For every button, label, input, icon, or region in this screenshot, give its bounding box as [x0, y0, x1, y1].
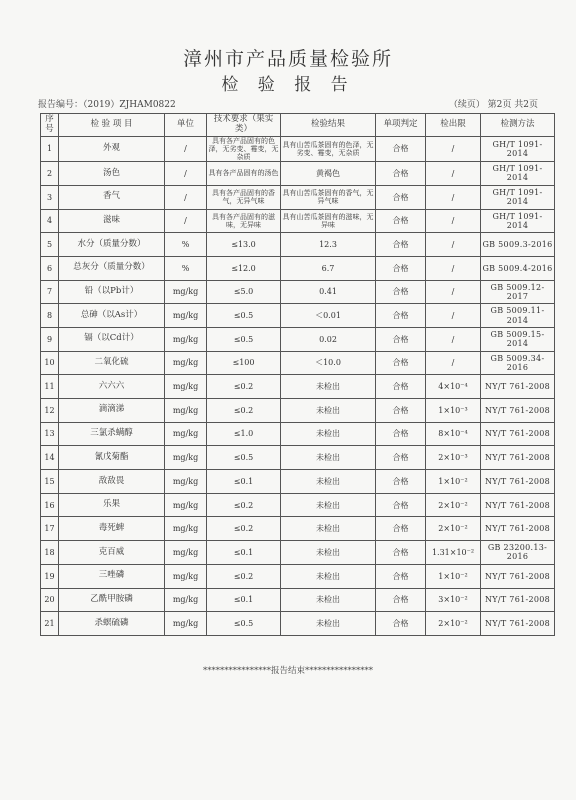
cell-no: 3 — [41, 185, 59, 209]
cell-judgement: 合格 — [376, 612, 426, 636]
cell-method: GB 5009.15-2014 — [481, 327, 555, 351]
cell-item: 镉（以Cd计） — [59, 327, 165, 351]
cell-judgement: 合格 — [376, 588, 426, 612]
table-row — [41, 327, 555, 351]
cell-result: 0.02 — [281, 327, 376, 351]
cell-result: 未检出 — [281, 541, 376, 565]
table-row — [41, 162, 555, 186]
cell-requirement: ≤0.2 — [207, 375, 281, 399]
cell-judgement: 合格 — [376, 304, 426, 328]
table-header-row — [41, 114, 555, 137]
cell-requirement: 具有各产品固有的滋味，无异味 — [207, 209, 281, 233]
cell-limit: 4×10⁻⁴ — [426, 375, 481, 399]
cell-item: 三氯杀螨醇 — [59, 422, 165, 446]
cell-item: 总砷（以As计） — [59, 304, 165, 328]
table-row — [41, 588, 555, 612]
cell-limit: 2×10⁻² — [426, 517, 481, 541]
table-row — [41, 422, 555, 446]
cell-method: GH/T 1091-2014 — [481, 185, 555, 209]
cell-item: 乙酰甲胺磷 — [59, 588, 165, 612]
cell-judgement: 合格 — [376, 470, 426, 494]
cell-no: 1 — [41, 137, 59, 162]
cell-requirement: ≤0.2 — [207, 564, 281, 588]
cell-judgement: 合格 — [376, 162, 426, 186]
table-row — [41, 446, 555, 470]
cell-method: NY/T 761-2008 — [481, 470, 555, 494]
table-row — [41, 399, 555, 423]
cell-requirement: ≤13.0 — [207, 233, 281, 257]
cell-item: 滴滴涕 — [59, 399, 165, 423]
cell-judgement: 合格 — [376, 327, 426, 351]
cell-requirement: ≤0.1 — [207, 470, 281, 494]
cell-method: GB 5009.3-2016 — [481, 233, 555, 257]
cell-limit: 2×10⁻² — [426, 612, 481, 636]
cell-no: 18 — [41, 541, 59, 565]
cell-unit: mg/kg — [165, 327, 207, 351]
table-row — [41, 493, 555, 517]
cell-no: 14 — [41, 446, 59, 470]
cell-unit: mg/kg — [165, 541, 207, 565]
cell-no: 4 — [41, 209, 59, 233]
table-row — [41, 517, 555, 541]
cell-judgement: 合格 — [376, 233, 426, 257]
cell-unit: mg/kg — [165, 470, 207, 494]
cell-unit: mg/kg — [165, 351, 207, 375]
cell-limit: 1×10⁻³ — [426, 399, 481, 423]
cell-requirement: ≤0.2 — [207, 493, 281, 517]
cell-unit: mg/kg — [165, 564, 207, 588]
cell-no: 17 — [41, 517, 59, 541]
cell-result: 未检出 — [281, 564, 376, 588]
cell-method: GB 5009.4-2016 — [481, 256, 555, 280]
cell-limit: 3×10⁻² — [426, 588, 481, 612]
cell-method: NY/T 761-2008 — [481, 517, 555, 541]
cell-item: 汤色 — [59, 162, 165, 186]
cell-limit: / — [426, 256, 481, 280]
cell-judgement: 合格 — [376, 564, 426, 588]
table-row — [41, 351, 555, 375]
cell-method: NY/T 761-2008 — [481, 588, 555, 612]
cell-result: 黄褐色 — [281, 162, 376, 186]
inspection-table — [40, 113, 555, 636]
institute-title: 漳州市产品质量检验所 — [182, 48, 393, 70]
cell-limit: / — [426, 304, 481, 328]
cell-no: 2 — [41, 162, 59, 186]
cell-item: 六六六 — [59, 375, 165, 399]
cell-limit: / — [426, 280, 481, 304]
header-no: 序号 — [41, 114, 59, 137]
cell-item: 滋味 — [59, 209, 165, 233]
cell-limit: / — [426, 351, 481, 375]
table-row — [41, 304, 555, 328]
cell-method: GB 5009.12-2017 — [481, 280, 555, 304]
cell-method: GB 5009.11-2014 — [481, 304, 555, 328]
cell-result: 未检出 — [281, 470, 376, 494]
table-row — [41, 564, 555, 588]
table-row — [41, 612, 555, 636]
cell-no: 16 — [41, 493, 59, 517]
cell-judgement: 合格 — [376, 375, 426, 399]
cell-no: 9 — [41, 327, 59, 351]
cell-result: 具有山苦瓜茶固有的香气，无异气味 — [281, 185, 376, 209]
cell-limit: 2×10⁻² — [426, 493, 481, 517]
cell-item: 铅（以Pb计） — [59, 280, 165, 304]
cell-no: 19 — [41, 564, 59, 588]
cell-no: 12 — [41, 399, 59, 423]
cell-judgement: 合格 — [376, 493, 426, 517]
cell-limit: / — [426, 185, 481, 209]
cell-judgement: 合格 — [376, 137, 426, 162]
cell-requirement: ≤0.5 — [207, 327, 281, 351]
cell-result: 未检出 — [281, 588, 376, 612]
cell-method: NY/T 761-2008 — [481, 375, 555, 399]
cell-requirement: ≤12.0 — [207, 256, 281, 280]
cell-unit: mg/kg — [165, 422, 207, 446]
report-number: 报告编号：（2019）ZJHAM0822 — [38, 100, 176, 110]
cell-limit: / — [426, 137, 481, 162]
cell-requirement: 具有各产品固有的色泽，无劣变、霉变，无杂质 — [208, 137, 279, 162]
cell-judgement: 合格 — [376, 185, 426, 209]
table-row — [41, 375, 555, 399]
cell-judgement: 合格 — [376, 541, 426, 565]
cell-limit: / — [426, 209, 481, 233]
cell-method: GB 23200.13-2016 — [481, 541, 555, 565]
cell-judgement: 合格 — [376, 422, 426, 446]
cell-requirement: ≤5.0 — [207, 280, 281, 304]
cell-result: 12.3 — [281, 233, 376, 257]
table-row — [41, 137, 555, 162]
cell-judgement: 合格 — [376, 351, 426, 375]
cell-result: 6.7 — [281, 256, 376, 280]
cell-result: 未检出 — [281, 517, 376, 541]
cell-unit: mg/kg — [165, 493, 207, 517]
cell-unit: mg/kg — [165, 375, 207, 399]
cell-item: 二氧化硫 — [59, 351, 165, 375]
cell-requirement: 具有各产品固有的汤色 — [207, 162, 281, 186]
cell-result: 未检出 — [281, 399, 376, 423]
cell-no: 21 — [41, 612, 59, 636]
cell-no: 11 — [41, 375, 59, 399]
cell-method: NY/T 761-2008 — [481, 493, 555, 517]
cell-item: 敌敌畏 — [59, 470, 165, 494]
cell-result: 未检出 — [281, 493, 376, 517]
cell-result: 具有山苦瓜茶固有的色泽，无劣变、霉变，无杂质 — [281, 137, 376, 162]
cell-method: NY/T 761-2008 — [481, 446, 555, 470]
table-row — [41, 185, 555, 209]
cell-no: 15 — [41, 470, 59, 494]
cell-no: 5 — [41, 233, 59, 257]
cell-unit: % — [165, 233, 207, 257]
cell-unit: / — [165, 137, 207, 162]
cell-method: GH/T 1091-2014 — [481, 137, 555, 162]
cell-result: 0.41 — [281, 280, 376, 304]
cell-no: 20 — [41, 588, 59, 612]
cell-no: 7 — [41, 280, 59, 304]
table-row — [41, 280, 555, 304]
cell-unit: / — [165, 185, 207, 209]
cell-result: ＜0.01 — [281, 304, 376, 328]
cell-requirement: ≤0.5 — [207, 304, 281, 328]
cell-judgement: 合格 — [376, 209, 426, 233]
cell-limit: 1×10⁻² — [426, 564, 481, 588]
cell-limit: / — [426, 327, 481, 351]
cell-unit: % — [165, 256, 207, 280]
report-title: 检 验 报 告 — [221, 75, 355, 95]
cell-requirement: ≤0.1 — [207, 588, 281, 612]
cell-result: 未检出 — [281, 375, 376, 399]
cell-requirement: 具有各产品固有的香气，无异气味 — [207, 185, 281, 209]
header-requirement: 技术要求（果实类） — [207, 114, 281, 137]
cell-no: 6 — [41, 256, 59, 280]
cell-judgement: 合格 — [376, 399, 426, 423]
cell-judgement: 合格 — [376, 517, 426, 541]
cell-method: NY/T 761-2008 — [481, 399, 555, 423]
header-unit: 单位 — [165, 114, 207, 137]
cell-method: NY/T 761-2008 — [481, 564, 555, 588]
cell-unit: / — [165, 162, 207, 186]
cell-unit: mg/kg — [165, 304, 207, 328]
header-result: 检验结果 — [281, 114, 376, 137]
cell-judgement: 合格 — [376, 446, 426, 470]
cell-item: 三唑磷 — [59, 564, 165, 588]
cell-unit: mg/kg — [165, 280, 207, 304]
cell-method: GH/T 1091-2014 — [481, 209, 555, 233]
cell-requirement: ≤0.2 — [207, 399, 281, 423]
cell-unit: mg/kg — [165, 588, 207, 612]
header-item: 检 验 项 目 — [59, 114, 165, 137]
cell-limit: 1.31×10⁻² — [426, 541, 481, 565]
cell-no: 10 — [41, 351, 59, 375]
report-end-line: ****************报告结束**************** — [202, 666, 373, 676]
header-method: 检测方法 — [481, 114, 555, 137]
cell-result: ＜10.0 — [281, 351, 376, 375]
cell-result: 未检出 — [281, 446, 376, 470]
cell-result: 未检出 — [281, 612, 376, 636]
cell-judgement: 合格 — [376, 280, 426, 304]
cell-limit: 1×10⁻² — [426, 470, 481, 494]
cell-requirement: ≤100 — [207, 351, 281, 375]
cell-unit: mg/kg — [165, 517, 207, 541]
cell-no: 13 — [41, 422, 59, 446]
cell-method: NY/T 761-2008 — [481, 422, 555, 446]
cell-unit: mg/kg — [165, 399, 207, 423]
cell-item: 毒死蜱 — [59, 517, 165, 541]
cell-item: 总灰分（质量分数） — [59, 256, 165, 280]
header-limit: 检出限 — [426, 114, 481, 137]
page-info: （续页） 第2页 共2页 — [448, 100, 538, 110]
cell-result: 未检出 — [281, 422, 376, 446]
table-row — [41, 470, 555, 494]
cell-item: 杀螟硫磷 — [59, 612, 165, 636]
cell-unit: mg/kg — [165, 612, 207, 636]
cell-item: 乐果 — [59, 493, 165, 517]
cell-method: NY/T 761-2008 — [481, 612, 555, 636]
cell-item: 克百威 — [59, 541, 165, 565]
cell-no: 8 — [41, 304, 59, 328]
cell-requirement: ≤1.0 — [207, 422, 281, 446]
cell-method: GB 5009.34-2016 — [481, 351, 555, 375]
table-row — [41, 209, 555, 233]
cell-unit: / — [165, 209, 207, 233]
cell-limit: / — [426, 233, 481, 257]
cell-item: 香气 — [59, 185, 165, 209]
cell-unit: mg/kg — [165, 446, 207, 470]
cell-requirement: ≤0.2 — [207, 517, 281, 541]
header-judgement: 单项判定 — [376, 114, 426, 137]
cell-requirement: ≤0.5 — [207, 612, 281, 636]
cell-requirement: ≤0.1 — [207, 541, 281, 565]
cell-limit: / — [426, 162, 481, 186]
cell-result: 具有山苦瓜茶固有的滋味，无异味 — [281, 209, 376, 233]
cell-item: 氰戊菊酯 — [59, 446, 165, 470]
cell-requirement: ≤0.5 — [207, 446, 281, 470]
cell-limit: 8×10⁻⁴ — [426, 422, 481, 446]
table-row — [41, 233, 555, 257]
cell-judgement: 合格 — [376, 256, 426, 280]
cell-item: 水分（质量分数） — [59, 233, 165, 257]
table-row — [41, 541, 555, 565]
cell-limit: 2×10⁻³ — [426, 446, 481, 470]
table-row — [41, 256, 555, 280]
cell-item: 外观 — [59, 137, 165, 162]
cell-method: GH/T 1091-2014 — [481, 162, 555, 186]
